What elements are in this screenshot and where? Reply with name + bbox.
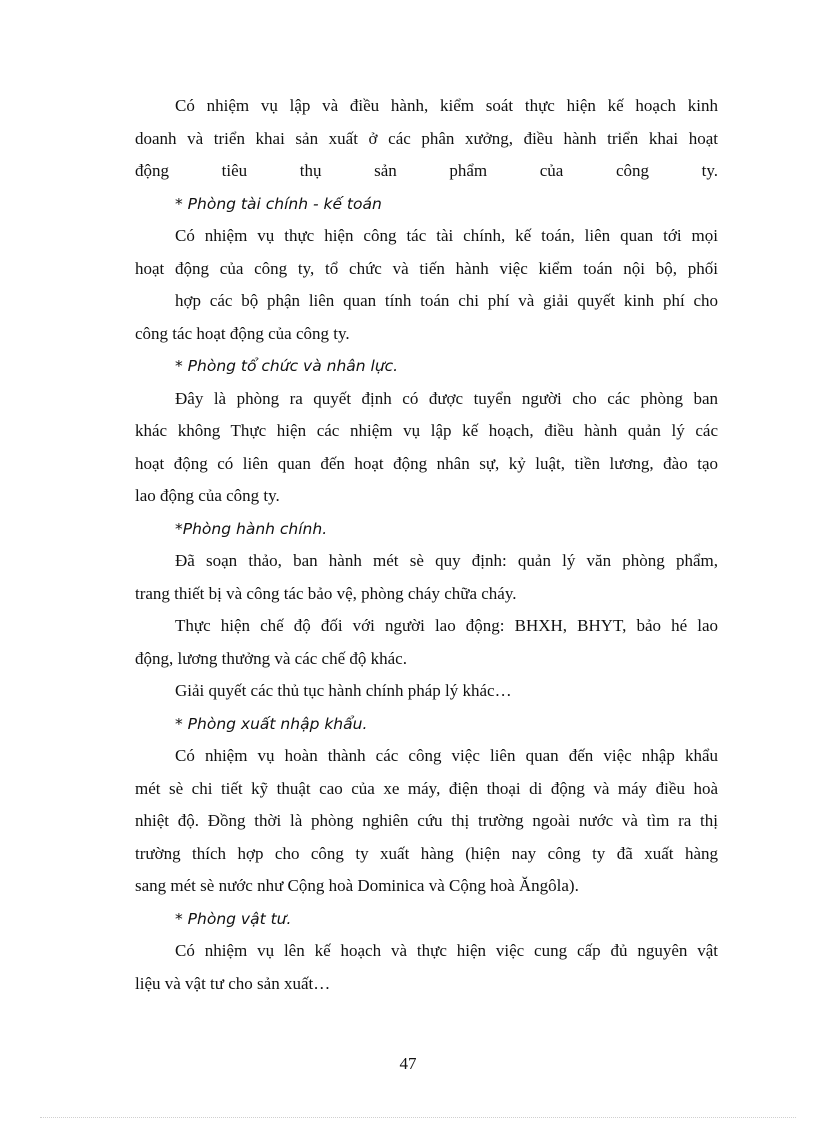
text-line: Có nhiệm vụ thực hiện công tác tài chính, kế toán, liên quan tới mọi <box>175 226 718 245</box>
section-heading: * Phòng tổ chức và nhân lực. <box>175 357 399 375</box>
footer-divider <box>40 1117 796 1118</box>
page-body <box>135 90 718 1000</box>
text-line: Có nhiệm vụ lập và điều hành, kiểm soát thực hiện kế hoạch kinh <box>175 96 718 115</box>
section-heading: *Phòng hành chính. <box>175 519 328 538</box>
page-number: 47 <box>399 1054 417 1073</box>
section-heading: * Phòng vật tư. <box>175 909 292 928</box>
section-heading: * Phòng xuất nhập khẩu. <box>175 714 368 733</box>
text-line: trường thích hợp cho công ty xuất hàng (hiện nay công ty đã xuất hàng <box>135 843 718 863</box>
text-line: Thực hiện chế độ đối với người lao động: BHXH, BHYT, bảo hé lao <box>175 616 718 635</box>
text-line: trang thiết bị và công tác bảo vệ, phòng cháy chữa cháy. <box>135 583 517 603</box>
text-line: mét sè chi tiết kỹ thuật cao của xe máy, điện thoại di động và máy điều hoà <box>135 778 718 798</box>
text-line: hợp các bộ phận liên quan tính toán chi phí và giải quyết kinh phí cho <box>175 291 718 310</box>
text-line: Có nhiệm vụ hoàn thành các công việc liên quan đến việc nhập khẩu <box>175 746 718 765</box>
text-line: Đã soạn thảo, ban hành mét sè quy định: quản lý văn phòng phẩm, <box>175 551 718 570</box>
text-line: hoạt động của công ty, tổ chức và tiến hành việc kiểm toán nội bộ, phối <box>135 258 718 278</box>
text-line: động tiêu thụ sản phẩm của công ty. <box>135 161 718 180</box>
text-line: công tác hoạt động của công ty. <box>135 323 350 343</box>
text-line: khác không Thực hiện các nhiệm vụ lập kế hoạch, điều hành quản lý các <box>135 421 718 440</box>
text-line: sang mét sè nước như Cộng hoà Dominica và Cộng hoà Ăngôla). <box>135 876 579 895</box>
text-line: Đây là phòng ra quyết định có được tuyển người cho các phòng ban <box>175 388 718 408</box>
text-line: liệu và vật tư cho sản xuất… <box>135 973 331 993</box>
text-line: Giải quyết các thủ tục hành chính pháp lý khác… <box>175 681 512 700</box>
text-line: lao động của công ty. <box>135 486 280 505</box>
text-line: nhiệt độ. Đồng thời là phòng nghiên cứu thị trường ngoài nước và tìm ra thị <box>135 811 718 830</box>
text-line: hoạt động có liên quan đến hoạt động nhân sự, kỷ luật, tiền lương, đào tạo <box>135 453 718 473</box>
text-line: doanh và triển khai sản xuất ở các phân xưởng, điều hành triển khai hoạt <box>135 128 718 148</box>
text-line: Có nhiệm vụ lên kế hoạch và thực hiện việc cung cấp đủ nguyên vật <box>175 941 718 960</box>
section-heading: * Phòng tài chính - kế toán <box>175 194 382 213</box>
text-line: động, lương thưởng và các chế độ khác. <box>135 648 407 668</box>
